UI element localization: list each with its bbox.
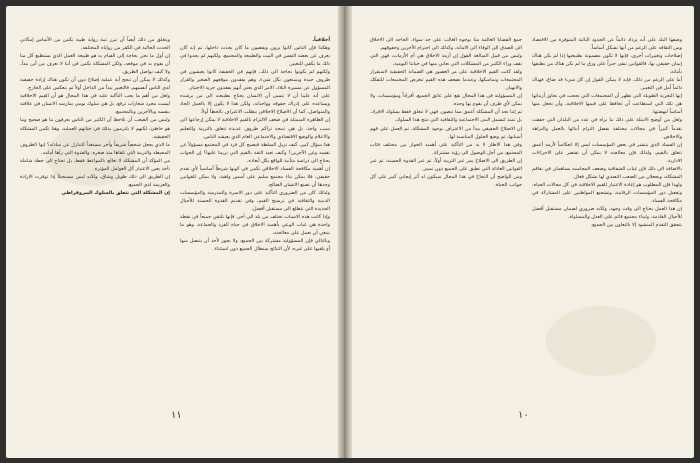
right-page [346,6,694,458]
paragraph: إن هذا العمل يحتاج الى وقت وجهد، ولكنه ضروري لضمان مستقبل أفضل للأجيال القادمة، ولبناء مجتمع قائم على العدل والمساواة. [532,205,682,221]
left-page [6,6,344,458]
paragraph: وكذلك لا يمكن أن تنجح أية عملية إصلاح دون أن تكون هناك إرادة حقيقية لدى الناس أنفسهم، فالتغيير يبدأ من الداخل أولاً ثم ينعكس على الخارج. [20,77,170,92]
paragraph: وصفها البلد على أنه يزداد دائماً عن الحدود البائنة المتوفرة من الاقتصاد ومن الثقافة على الرغم من أنها تشكل أساساً. [532,37,682,52]
paragraph: إن أول ما نحن بحاجة إلى القيام به هو طبيعة العمل الذي يستطيع كل منا أن يقوم به في موقعه، ولكن المشكلة تكمن في أننا لا نعرف من أين نبدأ، ولا كيف نواصل الطريق. [20,53,170,76]
paragraph: ولعل من أهم ما يجب التأكيد عليه في هذا المجال هو أن القيم الاخلاقية ليست مجرد شعارات ترفع، بل هي سلوك يومي يمارسه الانسان في علاقته بنفسه وبالآخرين وبالمجتمع. [20,93,170,116]
paragraph: ولذلك كان من الضروري التأكيد على دور الاسرة والمدرسة والمؤسسات الدينية والثقافية في ترسيخ القيم، وفي تقديم القدوة الحسنة للأجيال الجديدة التي تتطلع الى مستقبل أفضل. [180,189,330,212]
left-page-column-right [180,36,330,400]
page-number: ١٠ [518,410,529,421]
paragraph: إن الطريق الى ذلك طويل وشاق، ولكنه ليس مستحيلاً إذا توفرت الارادة والعزيمة لدى الجميع. [20,173,170,188]
paragraph: وفي هذا الاطار لا بد من التأكيد على أهمية الحوار بين مختلف فئات المجتمع، من أجل الوصول الى رؤية مشتركة. [370,141,522,156]
right-page-column-left [370,36,522,400]
paragraph: ولعل من أوضح الامثلة على ذلك ما نراه في عدد من البلدان التي حققت تقدماً كبيراً في مجالات مختلفة بفضل التزام أبنائها بالعمل والنزاهة والاخلاص. [532,117,682,140]
paragraph: من المؤكد أن المشكلة لا تعالج بالمواعظ فقط، بل تحتاج الى خطة شاملة تأخذ بعين الاعتبار كل العوامل المؤثرة. [20,157,170,172]
paragraph: ما الذي يجعل شخصاً شريفاً وآخر مستعداً للتنازل عن مبادئه؟ إنها الظروف المحيطة والتربية التي تلقاها منذ صغره، والقدوة التي رآها أمامه. [20,141,170,156]
paragraph: وليس من الصعب أن نلاحظ أن الكثير من الناس يعرفون ما هو صحيح وما هو خاطئ، لكنهم لا يلتزمون بذلك في حياتهم العملية، وهنا تكمن المشكلة الحقيقية. [20,117,170,140]
paragraph: بالاضافة الى ذلك فإن غياب الشفافية وضعف المحاسبة يساهمان في تفاقم المشكلة، ويجعلان من الصعب التصدي لها بشكل فعال. [532,165,682,180]
paragraph: إن الظاهرة المتمثلة في ضعف الالتزام بالقيم الاخلاقية لا يمكن إرجاعها الى سبب واحد، بل هي نتيجة تراكم ظروف عديدة تتعلق بالتربية والتعليم والاعلام والوضع الاقتصادي والاجتماعي العام الذي يعيشه الناس. [180,117,330,140]
book-gutter [338,6,352,458]
paragraph: ومن الواضح أن النجاح في هذا المجال سيكون له أثر إيجابي كبير على كل جوانب الحياة. [370,173,522,188]
paragraph: إن المسؤولية في هذا المجال تقع على عاتق الجميع، أفراداً ومؤسسات، ولا يمكن لأي طرف أن يقوم بها وحده. [370,93,522,108]
paragraph: ولكنهم لم يكونوا بحاجة الى ذلك، فإنهم في الحقيقة كانوا يعيشون في ظروف جيدة ويتمتعون بكل شيء، وهم يفقدون موقعهم الصغير والقرار المسؤول عن مسيرة البلاد، الامر الذي يعني أنهم يفقدون حرية الاختيار. [180,69,330,92]
paragraph: جمع القضايا العالمة منا بوجوه الغالب على حد سواء. الحاجة الى الاخلاق الى الصدق الى الوفاء الى الامانة، وكذلك الى احترام الآخرين وحقوقهم. [370,37,522,52]
left-page-column-left [20,36,170,400]
paragraph: على أنه علينا أن لا ننسى أن الانسان يحتاج بطبيعته الى من يرشده ويساعده على إدراك حقوقه وواجباته، ولكن هذا لا يكون إلا بالعمل الجاد والمتواصل، كما أن الاصلاح الاخلاقي يتطلب الاعتراف بالخطأ أولاً. [180,93,330,116]
paragraph: إنها التجربة الطويلة التي تظهر أن المجتمعات التي نجحت في تجاوز أزماتها هي تلك التي استطاعت أن تحافظ على قيمها الاخلاقية، وأن تجعل منها أساساً لنهضتها. [532,93,682,116]
paragraph: وليس من قبيل المبالغة القول إن أزمة الاخلاق هي أم الأزمات، فهي التي تقف وراء الكثير من المشكلات التي نعاني منها في حياتنا اليومية. [370,53,522,68]
paragraph: إن أهمية مكافحة الفساد الاخلاقي تكمن في كونها شرطاً أساسياً لأي تقدم حقيقي، فلا يمكن بناء مجتمع سليم على أسس واهية، ولا يمكن للقوانين وحدها أن تصنع الانسان الصالح. [180,165,330,188]
page-number: ١١ [171,410,182,421]
paragraph: ثم إننا نجد أن المشكلة أعمق مما نتصور، فهي لا تتعلق فقط بسلوك الافراد، بل تمتد لتشمل البنى الاجتماعية والثقافية التي تنتج هذا السلوك. [370,109,522,124]
paragraph: وهكذا فإن الناس كانوا يرون ويقصون ما كان يحدث داخلها، ثم إنه كان يعرف عن بعضه النفس في البيت والطبيعة والمجتمع، ولكنهم لم يجدوا في ذلك ما يكفي للتغيير. [180,45,330,68]
paragraph: إن الفساد الذي ينتشر في بعض المؤسسات ليس إلا انعكاساً لأزمة أعمق تتعلق بالقيم، ولذلك فإن معالجته لا يمكن أن تقتصر على الاجراءات الادارية. [532,141,682,164]
right-page-column-right [532,36,682,400]
paragraph: إن الطريق الى الاصلاح يمر عبر التربية أولاً، ثم عبر القدوة الحسنة، ثم عبر القوانين العادلة التي تطبق على الجميع دون تمييز. [370,157,522,172]
paragraph: يتحقق التقدم المنشود إلا بالتعاون بين الجميع. [590,222,682,229]
paragraph: إصلاحات وتغييرات أخرى، فإنها لا تكون مضمونة بطبيعتها إذا لم يكن هناك إيمان حقيقي بها، فالقوانين تبقى حبراً على ورق ما لم يكن هناك من يطبقها بأمانة. [532,53,682,76]
paragraph: وبالتالي فإن المسؤولية مشتركة بين الجميع، ولا يجوز لأحد أن يتنصل منها أو يلقيها على غيره، لأن النتائج ستطال الجميع دون استثناء. [180,238,330,253]
paragraph: ويتعلق من ذلك أيضاً أن تبرز ثمة رواية طيبة تكمن من الأساس إمكاني الحدث الحالية في الكفر من زواياه المختلفة. [20,37,170,52]
paragraph: إن المشكلة التي تتعلق بالسلوك البيروقراطي [61,189,170,196]
paragraph: أخلاقياً. [312,37,330,43]
paragraph: ولهذا فإن المطلوب هو إعادة الاعتبار للقيم الاخلاقية في كل مجالات الحياة، وتفعيل دور المؤسسات الرقابية، وتشجيع المواطنين على المشاركة في مكافحة الفساد. [532,181,682,204]
paragraph: وإذا كانت هذه الاسباب تختلف من بلد الى آخر، فإنها تلتقي جميعاً في نقطة واحدة هي غياب الوعي بأهمية الاخلاق في حياة الفرد والجماعة، وهو ما ينبغي أن نعمل على معالجته. [180,214,330,237]
paragraph: هذا سؤال كبير، كيف نزيل السلطة فيصبح كل فرد في المجتمع مسؤولاً عن نفسه وعن الآخرين؟ وكيف نعيد الثقة بالقيم التي تربينا عليها؟ إن الجواب يحتاج الى دراسة متأنية للواقع بكل أبعاده. [180,141,330,164]
paragraph: إن الاصلاح الحقيقي يبدأ من الاعتراف بوجود المشكلة، ثم العمل على فهم أسبابها، ثم وضع الحلول المناسبة لها. [370,125,522,140]
paragraph: ولقد كانت القيم الاخلاقية على مر العصور هي الضمانة الحقيقية لاستقرار المجتمعات وتماسكها، وعندما تضعف هذه القيم تتعرض المجتمعات للتفكك والانهيار. [370,69,522,92]
paragraph: أما على الرغم من ذلك، فإنه لا يمكن القول إن كل شيء قد ضاع، فهناك دائماً أمل في التغيير. [532,77,682,92]
